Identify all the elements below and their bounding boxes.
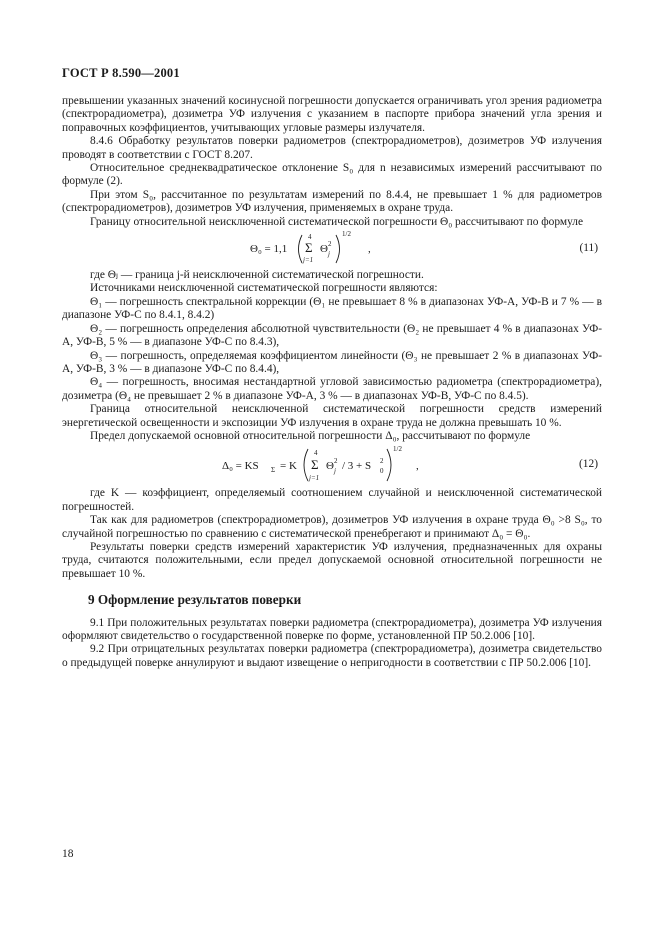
paragraph-theta-3: Θ₃ — погрешность, определяемая коэффициентом линейности (Θ₃ не превышает 2 % в диапазонах УФ-А, УФ-В, 3 % — в диапазоне УФ-С по 8.4.4),: [62, 349, 602, 375]
standard-header: ГОСТ Р 8.590—2001: [62, 66, 180, 80]
section-title: 9 Оформление результатов поверки: [88, 592, 302, 608]
formula-12-middle: / 3 + S: [342, 460, 372, 473]
paragraph-theta-2: Θ₂ — погрешность определения абсолютной чувствительности (Θ₂ не превышает 4 % в диапазонах УФ-А, УФ-В, 5 % — в диапазоне УФ-С по 8.4.3),: [62, 322, 602, 349]
formula-12-exponent: 1/2: [393, 445, 402, 454]
formula-12-s-sup: 2: [380, 457, 384, 466]
formula-11-right-paren: [336, 235, 340, 263]
formula-11-comma: ,: [368, 243, 371, 256]
formula-12-sum-bottom: j=1: [309, 474, 320, 483]
paragraph-9-2: 9.2 При отрицательных результатах поверки радиометра (спектрорадиометра), дозиметра свидетельство о предыдущей поверке аннулируют и выдают извещение о непригодности в соответствии с ПР 50.2.006 [10].: [62, 643, 602, 669]
formula-11-term: Θ: [320, 243, 328, 256]
paragraph-sources-intro: Источниками неисключенной систематической погрешности являются:: [90, 282, 438, 295]
formula-11-sum-sign: Σ: [305, 240, 313, 256]
paragraph-theta-1: Θ₁ — погрешность спектральной коррекции (Θ₁ не превышает 8 % в диапазонах УФ-А, УФ-В и 7 % — в диапазоне УФ-С по 8.4.1, 8.4.2): [62, 295, 602, 322]
formula-12-term: Θ: [326, 460, 334, 473]
formula-11-expression: [250, 229, 420, 269]
page-number: 18: [62, 848, 74, 860]
paragraph-s0-limit: При этом S₀, рассчитанное по результатам измерений по 8.4.4, не превышает 1 % для радиометров (спектрорадиометров), дозиметров УФ излучения, применяемых в охране труда.: [62, 188, 602, 215]
formula-12-right-paren: [387, 449, 391, 481]
formula-12: [62, 443, 602, 487]
formula-12-term-sup: 2: [334, 457, 338, 466]
paragraph-theta-4: Θ₄ — погрешность, вносимая нестандартной угловой зависимостью радиометра (спектрорадиометра), дозиметра (Θ₄ не превышает 2 % в диапазоне УФ-А, 3 % — в диапазонах УФ-В, УФ-С по 8.4.5).: [62, 376, 602, 402]
formula-12-sum-sign: Σ: [311, 457, 319, 473]
paragraph-continuation: превышении указанных значений косинусной погрешности допускается ограничивать угол зрения радиометра (спектрорадиометра), дозиметра УФ излучения с указанием в паспорте прибора значений угла зрения и поправочных коэффициентов, учитывающих угловые размеры излучателя.: [62, 95, 602, 134]
paragraph-8-4-6: 8.4.6 Обработку результатов поверки радиометров (спектрорадиометров), дозиметров УФ излучения проводят в соответствии с ГОСТ 8.207.: [62, 135, 602, 161]
paragraph-relative-deviation: Относительное среднеквадратическое отклонение S₀ для n независимых измерений рассчитывают по формуле (2).: [62, 162, 602, 188]
paragraph-k-definition: где K — коэффициент, определяемый соотношением случайной и неисключенной систематической погрешностей.: [62, 487, 602, 513]
formula-12-lhs: Δ₀ = KS: [222, 460, 259, 473]
formula-11-lhs: Θ₀ = 1,1: [250, 243, 288, 256]
formula-12-sum-top: 4: [314, 449, 318, 458]
formula-12-left-paren: [304, 449, 308, 481]
paragraph-positive-results: Результаты поверки средств измерений характеристик УФ излучения, предназначенных для охраны труда, считаются положительными, если предел допускаемой основной относительной погрешности не превышает 10 %.: [62, 540, 602, 580]
formula-11-sum-top: 4: [308, 233, 312, 242]
formula-11: [62, 229, 602, 269]
formula-11-left-paren: [299, 235, 303, 263]
formula-12-s-sub: 0: [380, 467, 384, 476]
formula-11-sum-bottom: j=1: [303, 256, 314, 265]
formula-11-term-sup: 2: [328, 240, 332, 249]
formula-11-number: (11): [579, 242, 598, 255]
paragraph-delta-0-intro: Предел допускаемой основной относительной погрешности Δ₀, рассчитывают по формуле: [90, 429, 531, 442]
formula-12-lhs-sub: Σ: [271, 466, 276, 475]
formula-12-expression: [222, 443, 462, 487]
formula-11-exponent: 1/2: [342, 230, 351, 239]
formula-12-eq: = K: [280, 460, 297, 473]
formula-12-comma: ,: [416, 460, 419, 473]
paragraph-theta-j-definition: где Θⱼ — граница j-й неисключенной систематической погрешности.: [90, 269, 424, 282]
document-body: [62, 95, 602, 670]
formula-12-number: (12): [579, 458, 598, 471]
paragraph-random-error: Так как для радиометров (спектрорадиометров), дозиметров УФ излучения в охране труда Θ₀ >8 S₀, то случайной погрешностью по сравнению с систематической пренебрегают и принимают Δ₀ = Θ₀.: [62, 514, 602, 540]
paragraph-9-1: 9.1 При положительных результатах поверки радиометра (спектрорадиометра), дозиметра УФ излучения оформляют свидетельство о государственной поверке по форме, установленной ПР 50.2.006 [10].: [62, 616, 602, 642]
formula-11-term-sub: j: [328, 250, 330, 259]
formula-12-term-sub: j: [334, 467, 336, 476]
paragraph-systematic-limit: Граница относительной неисключенной систематической погрешности средств измерений энергетической освещенности и экспозиции УФ излучения в охране труда не должна превышать 10 %.: [62, 403, 602, 429]
paragraph-systematic-boundary: Границу относительной неисключенной систематической погрешности Θ₀ рассчитывают по формуле: [90, 215, 583, 228]
